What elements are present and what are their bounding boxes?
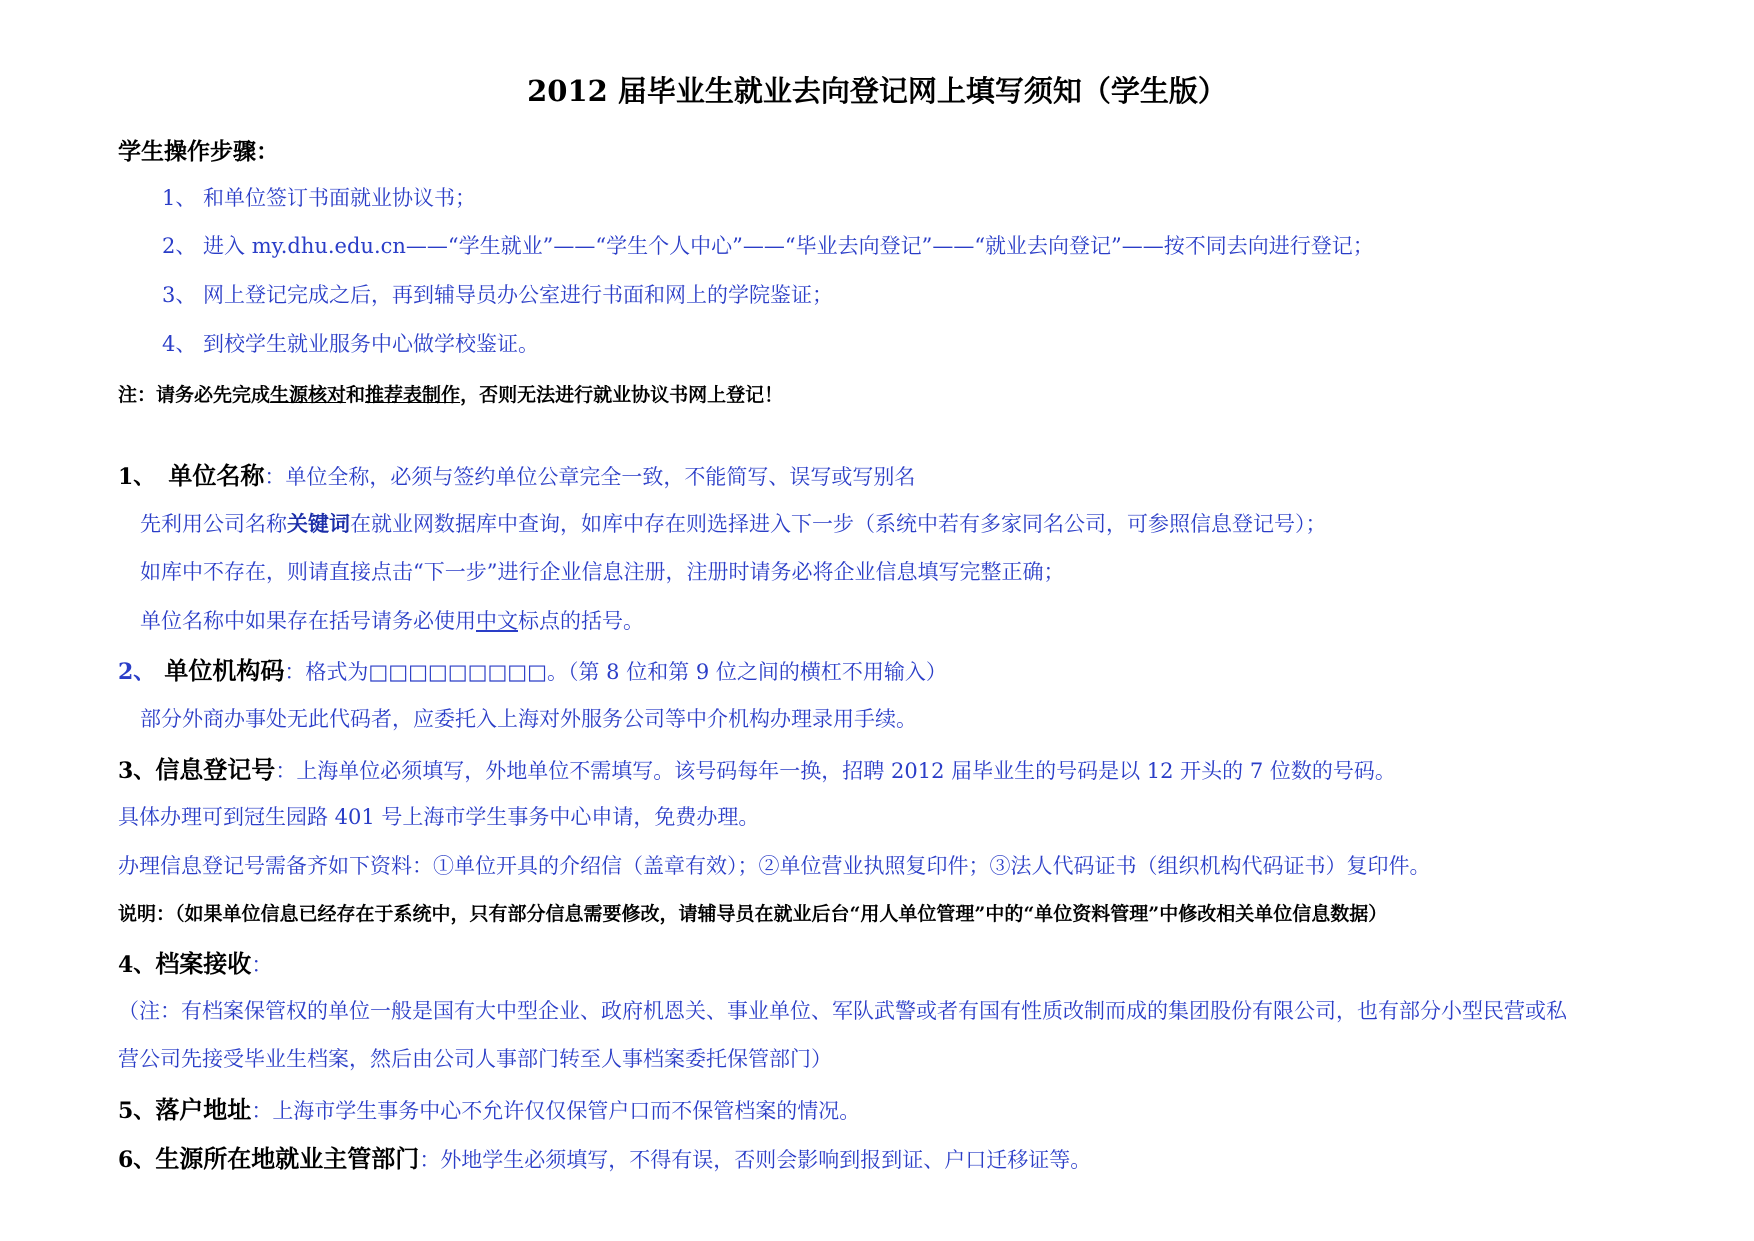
page-title: 2012 届毕业生就业去向登记网上填写须知（学生版）	[527, 74, 1227, 108]
section-3-desc: 上海单位必须填写，外地单位不需填写。该号码每年一换，招聘 2012 届毕业生的号码是以 12 开头的 7 位数的号码。	[296, 759, 1396, 783]
section-1-number: 1、	[118, 464, 156, 490]
note-mid: 和	[346, 384, 366, 406]
section-2-colon: ：	[284, 660, 306, 684]
note-suffix: ，否则无法进行就业协议书网上登记！	[460, 384, 784, 406]
section-4-line-2: 营公司先接受毕业生档案，然后由公司人事部门转至人事档案委托保管部门）	[118, 1047, 832, 1071]
section-1-line-2: 如库中不存在，则请直接点击“下一步”进行企业信息注册，注册时请务必将企业信息填写完整正确；	[140, 560, 1065, 584]
step-4: 4、 到校学生就业服务中心做学校鉴证。	[162, 332, 540, 356]
section-6-heading	[118, 1145, 1091, 1174]
section-5-number: 5、	[118, 1098, 156, 1124]
note-link-recommendation-form: 推荐表制作	[365, 384, 461, 406]
section-1-label: 单位名称	[168, 461, 265, 490]
step-2: 2、 进入 my.dhu.edu.cn——“学生就业”——“学生个人中心”——“毕业去向登记”——“就业去向登记”——按不同去向进行登记；	[162, 234, 1374, 258]
section-6-desc: 外地学生必须填写，不得有误，否则会影响到报到证、户口迁移证等。	[440, 1148, 1092, 1172]
section-4-line-1: （注：有档案保管权的单位一般是国有大中型企业、政府机恩关、事业单位、军队武警或者有国有性质改制而成的集团股份有限公司，也有部分小型民营或私	[118, 999, 1567, 1023]
note-prefix: 注：请务必先完成	[118, 384, 271, 406]
section-6-number: 6、	[118, 1147, 156, 1173]
section-4-heading	[118, 950, 272, 979]
section-1-colon: ：	[264, 465, 286, 489]
step-3: 3、 网上登记完成之后，再到辅导员办公室进行书面和网上的学院鉴证；	[162, 283, 834, 307]
step-1: 1、 和单位签订书面就业协议书；	[162, 186, 477, 210]
section-2-desc: 格式为□□□□□□□□□。（第 8 位和第 9 位之间的横杠不用输入）	[305, 660, 947, 684]
section-3-line-2: 办理信息登记号需备齐如下资料：①单位开具的介绍信（盖章有效）；②单位营业执照复印件；③法人代码证书（组织机构代码证书）复印件。	[118, 854, 1431, 878]
registration-note	[118, 384, 783, 407]
section-2-number: 2、	[118, 659, 156, 685]
section-3-heading	[118, 756, 1396, 785]
section-2-label: 单位机构码	[164, 656, 285, 685]
section-1-line-1-a: 先利用公司名称	[140, 512, 287, 536]
section-2-heading	[118, 657, 947, 686]
section-2-line-1: 部分外商办事处无此代码者，应委托入上海对外服务公司等中介机构办理录用手续。	[140, 707, 917, 731]
section-6-label: 生源所在地就业主管部门	[155, 1144, 420, 1173]
section-5-colon: ：	[251, 1099, 273, 1123]
section-1-chinese-underlined: 中文	[476, 609, 518, 633]
section-4-number: 4、	[118, 952, 156, 978]
section-1-line-3-b: 标点的括号。	[518, 609, 644, 633]
section-5-label: 落户地址	[155, 1095, 252, 1124]
steps-heading: 学生操作步骤：	[118, 138, 279, 165]
section-3-line-1: 具体办理可到冠生园路 401 号上海市学生事务中心申请，免费办理。	[118, 805, 760, 829]
section-1-desc: 单位全称，必须与签约单位公章完全一致，不能简写、误写或写别名	[285, 465, 916, 489]
section-3-number: 3、	[118, 758, 156, 784]
section-3-explanation: 说明：（如果单位信息已经存在于系统中，只有部分信息需要修改，请辅导员在就业后台“用人单位管理”中的“单位资料管理”中修改相关单位信息数据）	[118, 903, 1388, 925]
section-3-label: 信息登记号	[155, 755, 276, 784]
section-1-line-1-b: 在就业网数据库中查询，如库中存在则选择进入下一步（系统中若有多家同名公司，可参照信息登记号）；	[350, 512, 1327, 536]
section-4-label: 档案接收	[155, 949, 252, 978]
note-link-source-check: 生源核对	[270, 384, 347, 406]
section-1-heading	[118, 462, 915, 491]
section-6-colon: ：	[419, 1148, 441, 1172]
section-5-heading	[118, 1096, 860, 1125]
section-4-colon: ：	[251, 953, 273, 977]
section-1-keyword: 关键词	[287, 511, 350, 536]
section-3-colon: ：	[275, 759, 297, 783]
section-5-desc: 上海市学生事务中心不允许仅仅保管户口而不保管档案的情况。	[272, 1099, 861, 1123]
section-1-line-3-a: 单位名称中如果存在括号请务必使用	[140, 609, 476, 633]
section-1-line-1	[140, 511, 1327, 537]
section-1-line-3	[140, 609, 644, 634]
